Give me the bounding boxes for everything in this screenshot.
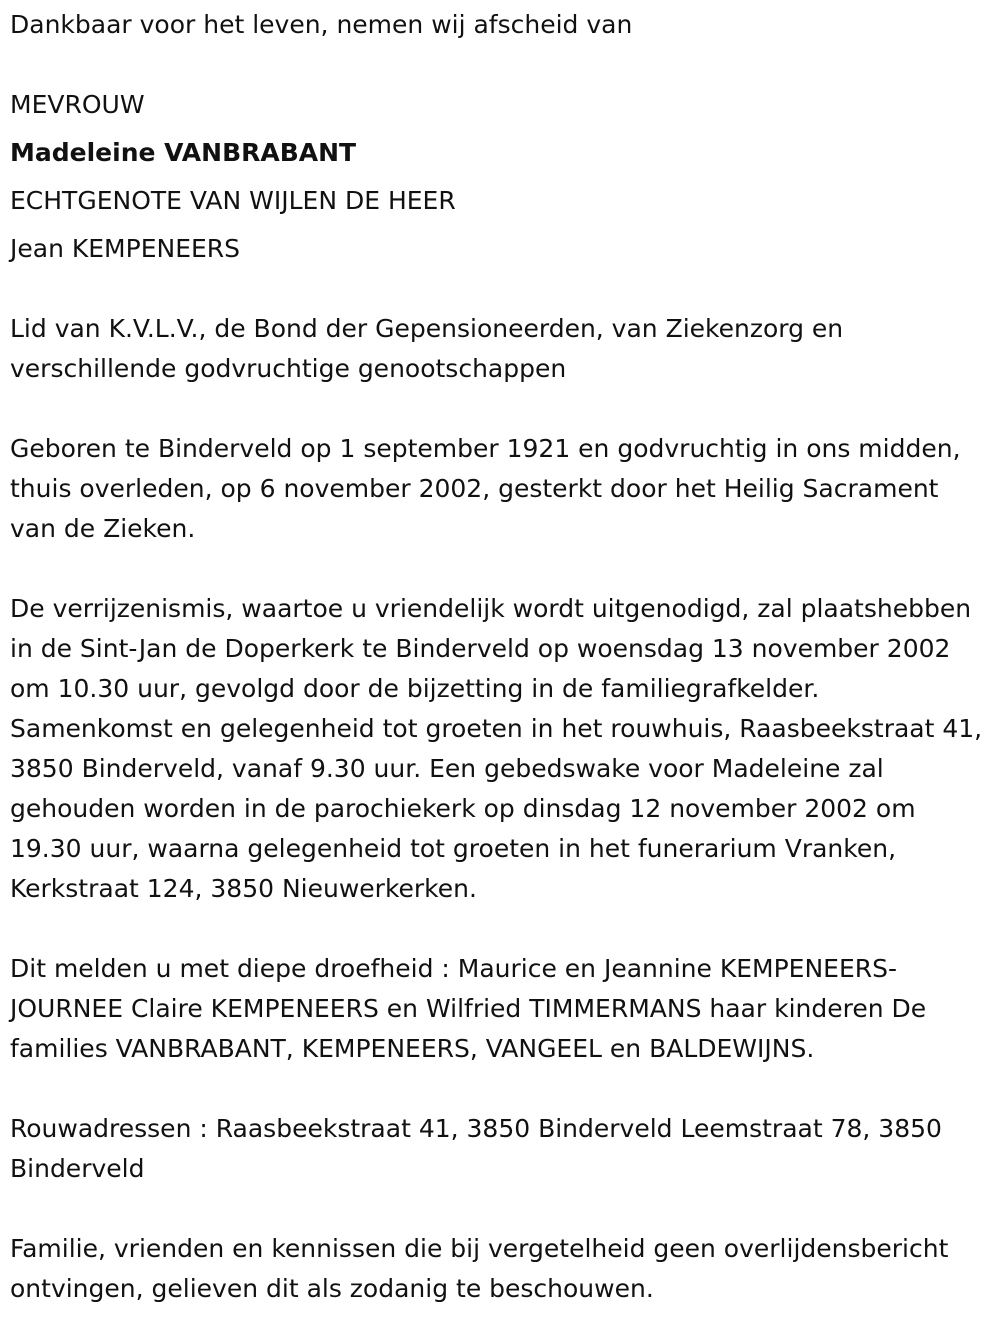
intro-text: Dankbaar voor het leven, nemen wij afscheid van xyxy=(10,10,633,39)
mourning-addresses-paragraph: Rouwadressen : Raasbeekstraat 41, 3850 Binderveld Leemstraat 78, 3850 Binderveld xyxy=(10,1114,942,1183)
funeral-details-paragraph: De verrijzenismis, waartoe u vriendelijk wordt uitgenodigd, zal plaatshebben in de Sint-Jan de Doperkerk te Binderveld op woensdag 13 november 2002 om 10.30 uur, gevolgd door de bijzetting in de familiegrafkelder. Samenkomst en gelegenheid tot groeten in het rouwhuis, Raasbeekstraat 41, 3850 Binderveld, vanaf 9.30 uur. Een gebedswake voor Madeleine zal gehouden worden in de parochiekerk op dinsdag 12 november 2002 om 19.30 uur, waarna gelegenheid tot groeten in het funerarium Vranken, Kerkstraat 124, 3850 Nieuwerkerken. xyxy=(10,594,983,903)
spouse-title: ECHTGENOTE VAN WIJLEN DE HEER xyxy=(10,186,456,215)
spouse-name: Jean KEMPENEERS xyxy=(10,234,241,263)
closing-paragraph: Familie, vrienden en kennissen die bij vergetelheid geen overlijdensbericht ontvingen, gelieven dit als zodanig te beschouwen. xyxy=(10,1234,949,1303)
honorific-title: MEVROUW xyxy=(10,90,145,119)
birth-death-paragraph: Geboren te Binderveld op 1 september 1921 en godvruchtig in ons midden, thuis overleden, op 6 november 2002, gesterkt door het Heilig Sacrament van de Zieken. xyxy=(10,434,961,543)
membership-paragraph: Lid van K.V.L.V., de Bond der Gepensioneerden, van Ziekenzorg en verschillende godvruchtige genootschappen xyxy=(10,314,844,383)
family-paragraph: Dit melden u met diepe droefheid : Maurice en Jeannine KEMPENEERS-JOURNEE Claire KEMPENEERS en Wilfried TIMMERMANS haar kinderen De families VANBRABANT, KEMPENEERS, VANGEEL en BALDEWIJNS. xyxy=(10,954,927,1063)
deceased-name: Madeleine VANBRABANT xyxy=(10,138,357,167)
